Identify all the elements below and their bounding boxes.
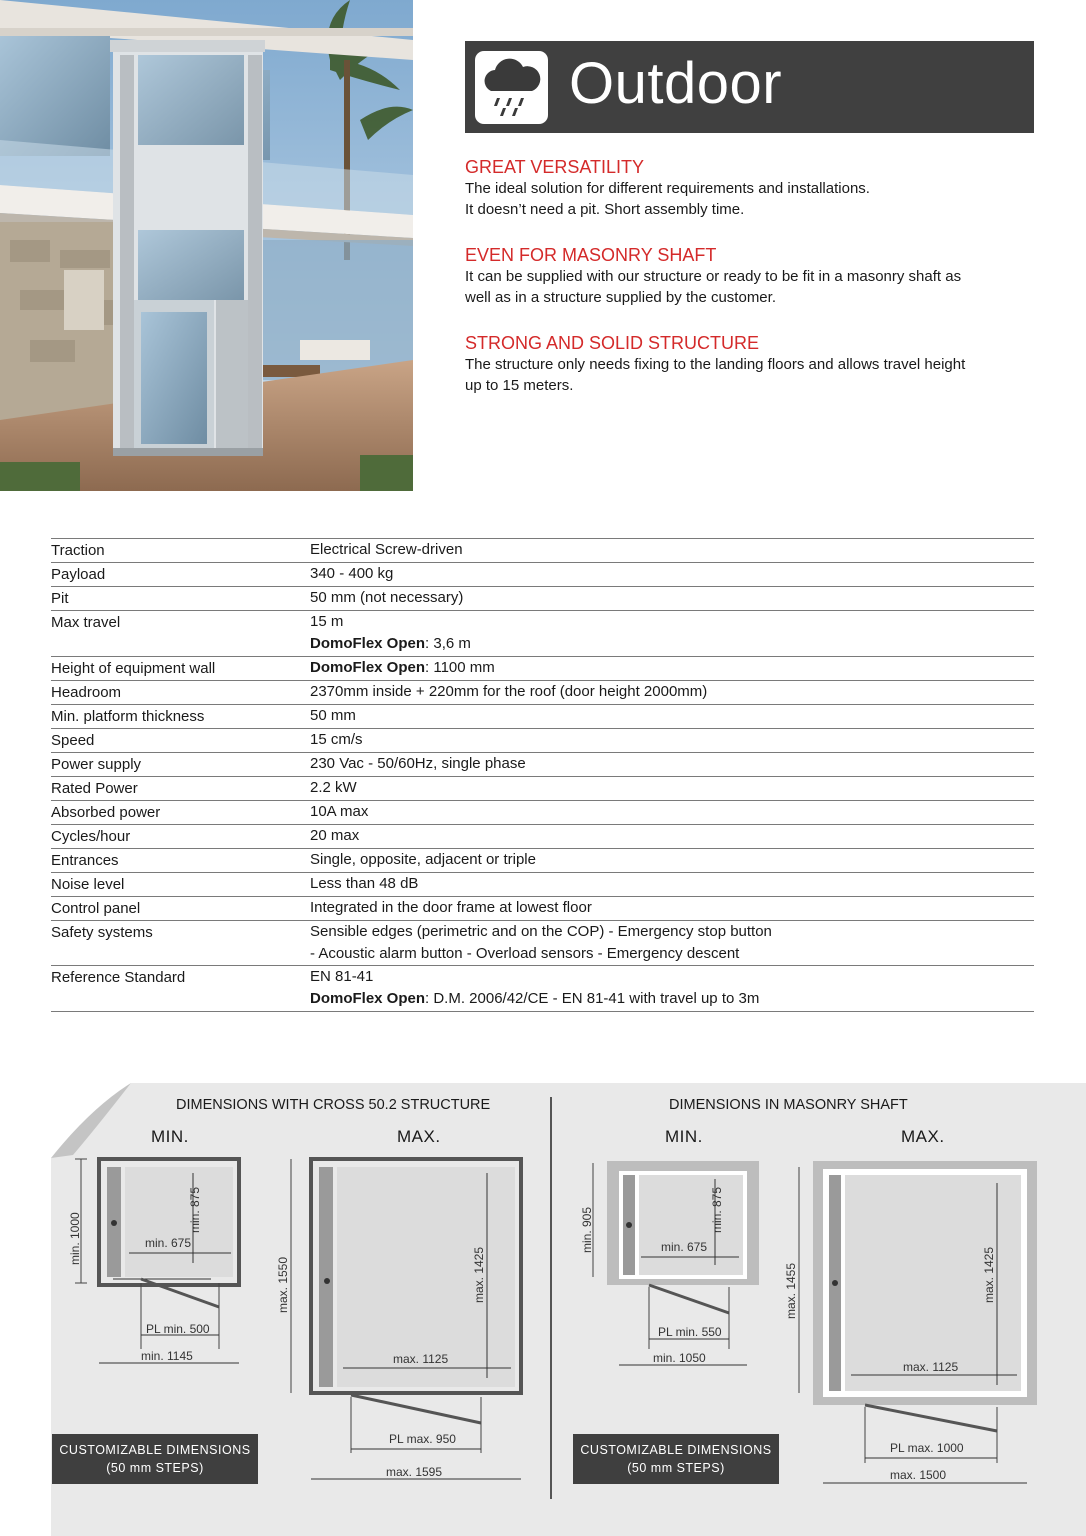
spec-value-text: Integrated in the door frame at lowest floor [310, 898, 592, 916]
spec-label: Headroom [51, 683, 122, 701]
spec-value-line [310, 681, 1034, 703]
spec-value-text: - Acoustic alarm button - Overload sensors - Emergency descent [310, 944, 740, 962]
left-dimensions-heading: DIMENSIONS WITH CROSS 50.2 STRUCTURE [176, 1097, 491, 1113]
feature-title: GREAT VERSATILITY [465, 157, 645, 177]
spec-value-line [310, 563, 1034, 585]
spec-value-product: DomoFlex Open [310, 658, 426, 676]
spec-values [310, 897, 1034, 920]
spec-value-line [310, 705, 1034, 727]
spec-value-line [310, 729, 1034, 751]
spec-values [310, 921, 1034, 966]
spec-label: Control panel [51, 899, 141, 917]
spec-values [310, 681, 1034, 704]
spec-value-line [310, 753, 1034, 775]
spec-value-text: : D.M. 2006/42/CE - EN 81-41 with travel up to 3m [425, 990, 760, 1008]
left-customizable-line2: (50 mm STEPS) [106, 1461, 204, 1475]
spec-label: Min. platform thickness [51, 707, 205, 725]
spec-value-line [310, 943, 1034, 965]
spec-values [310, 705, 1034, 728]
spec-label: Max travel [51, 614, 121, 631]
right-max-diagram [771, 1153, 1041, 1493]
right-min-label: MIN. [665, 1127, 703, 1146]
spec-value-line [310, 611, 1034, 633]
spec-value-line [310, 825, 1034, 847]
spec-value-text: EN 81-41 [310, 968, 374, 986]
left-max-diagram [271, 1153, 531, 1493]
spec-value-line [310, 657, 1034, 679]
spec-label: Noise level [51, 875, 125, 893]
spec-value-product: DomoFlex Open [310, 635, 426, 653]
spec-row [51, 539, 1034, 563]
spec-row [51, 729, 1034, 753]
spec-row [51, 587, 1034, 611]
spec-values [310, 873, 1034, 896]
spec-label: Height of equipment wall [51, 659, 216, 677]
spec-value-line [310, 849, 1034, 871]
spec-value-line [310, 897, 1034, 919]
spec-row [51, 681, 1034, 705]
dimensions-divider [550, 1097, 552, 1499]
spec-value-text: : 1100 mm [425, 658, 495, 676]
feature-block [465, 156, 1035, 220]
masonry-min-pl-label: PL min. 550 [658, 1325, 722, 1339]
spec-value-text: 15 cm/s [310, 730, 363, 748]
spec-row [51, 966, 1034, 1012]
spec-label: Cycles/hour [51, 827, 131, 845]
spec-value-product: DomoFlex Open [310, 990, 426, 1008]
spec-value-line [310, 633, 1034, 655]
spec-value-line [310, 921, 1034, 943]
spec-value-text: 10A max [310, 802, 369, 820]
masonry-max-pl-label: PL max. 1000 [890, 1441, 964, 1455]
spec-row [51, 563, 1034, 587]
spec-values [310, 587, 1034, 610]
spec-value-text: 20 max [310, 826, 360, 844]
spec-label: Rated Power [51, 779, 138, 797]
masonry-max-height-label: max. 1425 [982, 1246, 996, 1303]
min-width-inner-label: min. 675 [145, 1236, 192, 1250]
spec-row [51, 753, 1034, 777]
hero-photo [0, 0, 413, 491]
page-title: Outdoor [569, 51, 783, 116]
spec-label: Reference Standard [51, 969, 186, 987]
spec-values [310, 801, 1034, 824]
spec-values [310, 539, 1034, 562]
min-height-label: min. 875 [188, 1186, 202, 1233]
feature-title: STRONG AND SOLID STRUCTURE [465, 333, 760, 353]
spec-values [310, 849, 1034, 872]
spec-value-line [310, 966, 1034, 988]
min-pl-label: PL min. 500 [146, 1322, 210, 1336]
feature-block [465, 244, 1035, 308]
masonry-max-depth-label: max. 1455 [784, 1262, 798, 1319]
spec-value-line [310, 801, 1034, 823]
spec-row [51, 825, 1034, 849]
spec-label: Safety systems [51, 923, 153, 941]
spec-row [51, 897, 1034, 921]
spec-value-text: 2370mm inside + 220mm for the roof (door height 2000mm) [310, 682, 708, 700]
spec-row [51, 657, 1034, 681]
left-customizable-badge [52, 1434, 258, 1484]
spec-value-text: 50 mm (not necessary) [310, 589, 464, 606]
spec-value-text: 15 m [310, 613, 344, 630]
spec-row [51, 873, 1034, 897]
spec-values [310, 966, 1034, 1011]
spec-values [310, 825, 1034, 848]
spec-row [51, 777, 1034, 801]
masonry-min-width-inner-label: min. 675 [661, 1240, 708, 1254]
spec-value-text: Less than 48 dB [310, 874, 419, 892]
masonry-min-width-label: min. 1050 [653, 1351, 706, 1365]
max-depth-label: max. 1550 [276, 1256, 290, 1313]
spec-label: Absorbed power [51, 803, 161, 821]
spec-label: Pit [51, 590, 69, 607]
right-dimensions-heading: DIMENSIONS IN MASONRY SHAFT [669, 1097, 908, 1113]
feature-text-line: well as in a structure supplied by the customer. [465, 289, 776, 306]
spec-value-line [310, 539, 1034, 561]
specs-table [51, 538, 1034, 1012]
feature-title: EVEN FOR MASONRY SHAFT [465, 245, 717, 265]
masonry-min-depth-label: min. 905 [580, 1206, 594, 1253]
spec-label: Payload [51, 566, 106, 583]
spec-values [310, 563, 1034, 586]
right-customizable-line2: (50 mm STEPS) [627, 1461, 725, 1475]
spec-row [51, 611, 1034, 657]
spec-value-line [310, 777, 1034, 799]
spec-row [51, 801, 1034, 825]
right-max-label: MAX. [901, 1127, 945, 1146]
left-customizable-line1: CUSTOMIZABLE DIMENSIONS [59, 1443, 251, 1457]
feature-text-line: The structure only needs fixing to the landing floors and allows travel height [465, 356, 966, 373]
feature-text-line: It can be supplied with our structure or ready to be fit in a masonry shaft as [465, 268, 962, 285]
max-width-inner-label: max. 1125 [393, 1352, 449, 1366]
feature-text [465, 354, 1035, 396]
spec-values [310, 657, 1034, 680]
left-min-label: MIN. [151, 1127, 189, 1146]
min-depth-label: min. 1000 [68, 1212, 82, 1265]
spec-row [51, 921, 1034, 967]
feature-text-line: The ideal solution for different requirements and installations. [465, 180, 870, 197]
spec-value-text: 340 - 400 kg [310, 565, 394, 582]
spec-value-line [310, 988, 1034, 1010]
spec-label: Traction [51, 542, 105, 559]
masonry-max-width-inner-label: max. 1125 [903, 1360, 959, 1374]
feature-text [465, 266, 1035, 308]
spec-values [310, 611, 1034, 656]
max-pl-label: PL max. 950 [389, 1432, 456, 1446]
header-bar [465, 41, 1034, 133]
rain-cloud-icon [475, 51, 548, 124]
feature-text-line: It doesn’t need a pit. Short assembly time. [465, 201, 745, 218]
spec-value-text: 50 mm [310, 706, 356, 724]
spec-label: Power supply [51, 755, 142, 773]
dimensions-panel [51, 1083, 1086, 1536]
masonry-max-width-label: max. 1500 [890, 1468, 947, 1482]
spec-values [310, 729, 1034, 752]
spec-value-line [310, 873, 1034, 895]
spec-value-text: : 3,6 m [425, 635, 471, 653]
left-min-diagram [68, 1153, 251, 1373]
features-section [465, 156, 1035, 420]
right-customizable-line1: CUSTOMIZABLE DIMENSIONS [580, 1443, 772, 1457]
masonry-min-height-label: min. 875 [710, 1186, 724, 1233]
max-width-label: max. 1595 [386, 1465, 443, 1479]
spec-value-text: 2.2 kW [310, 778, 357, 796]
min-width-label: min. 1145 [141, 1349, 193, 1363]
max-height-label: max. 1425 [472, 1246, 486, 1303]
left-max-label: MAX. [397, 1127, 441, 1146]
spec-value-text: 230 Vac - 50/60Hz, single phase [310, 754, 526, 772]
spec-label: Speed [51, 731, 95, 749]
feature-block [465, 332, 1035, 396]
spec-values [310, 777, 1034, 800]
right-min-diagram [579, 1153, 769, 1373]
spec-value-text: Electrical Screw-driven [310, 541, 463, 558]
feature-text-line: up to 15 meters. [465, 377, 574, 394]
spec-label: Entrances [51, 851, 119, 869]
spec-value-text: Sensible edges (perimetric and on the COP) - Emergency stop button [310, 922, 772, 940]
spec-row [51, 705, 1034, 729]
feature-text [465, 178, 1035, 220]
spec-values [310, 753, 1034, 776]
outdoor-lift-villa-illustration [0, 0, 413, 491]
spec-value-text: Single, opposite, adjacent or triple [310, 850, 536, 868]
spec-row [51, 849, 1034, 873]
spec-value-line [310, 587, 1034, 609]
page-curl-corner [51, 1083, 131, 1158]
right-customizable-badge [573, 1434, 779, 1484]
